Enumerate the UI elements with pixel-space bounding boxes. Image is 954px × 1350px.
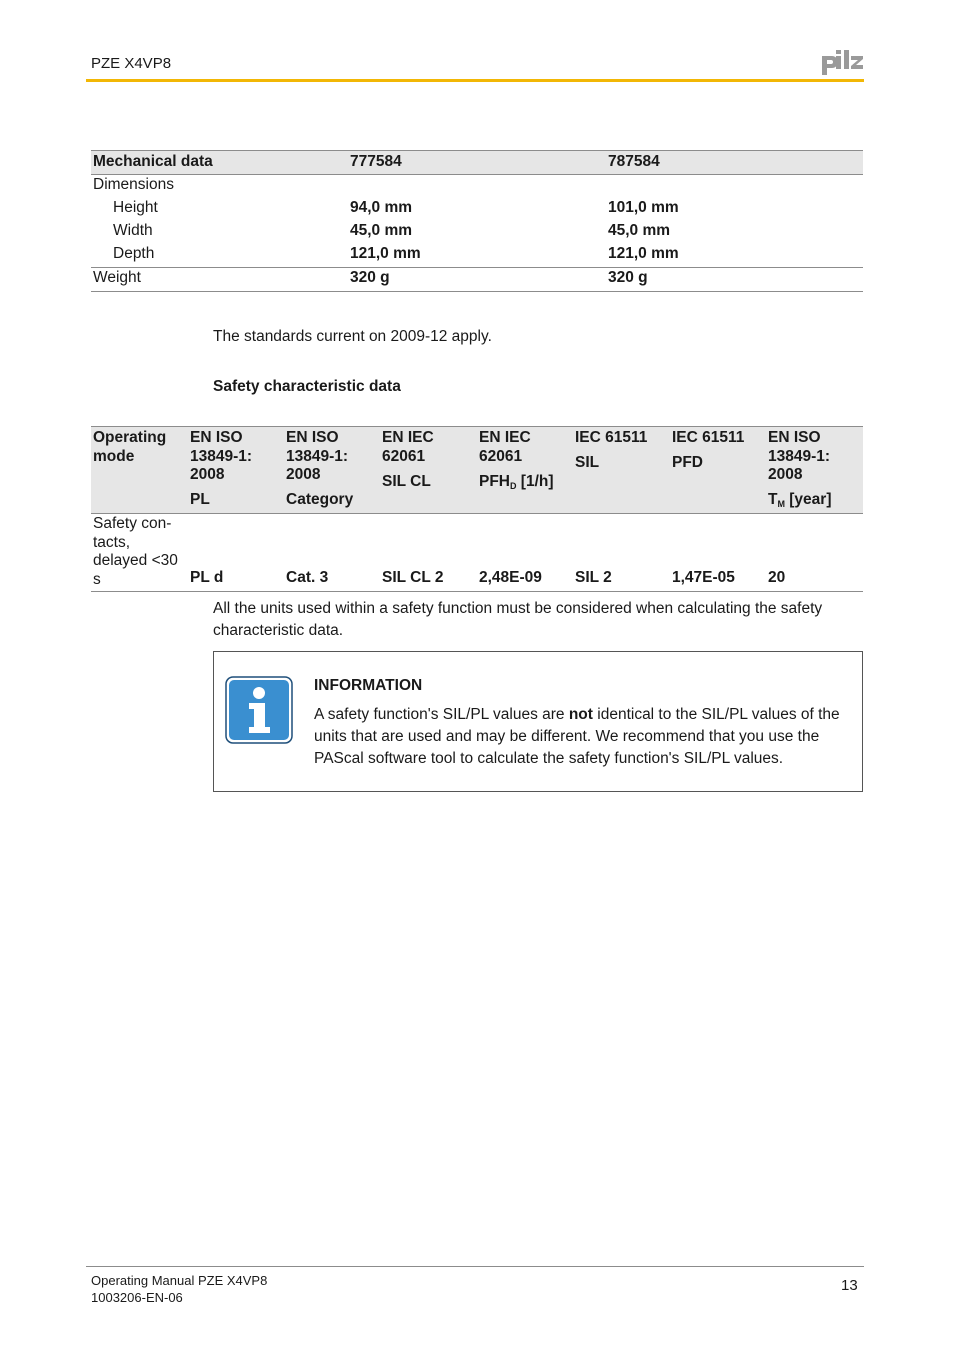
height-label: Height xyxy=(113,199,158,216)
header-pfd-sub: PFD xyxy=(672,454,703,471)
header-sil-cl-sub: SIL CL xyxy=(382,473,431,490)
table-row xyxy=(91,513,863,592)
category-value: Cat. 3 xyxy=(286,569,329,586)
info-title: INFORMATION xyxy=(314,677,423,694)
calculation-paragraph: All the units used within a safety function must be considered when calculating the safety characteristic data. xyxy=(213,600,823,639)
header-rule xyxy=(86,79,864,82)
sil-value: SIL 2 xyxy=(575,569,612,586)
weight-777584: 320 g xyxy=(350,269,390,286)
operating-mode-cell: Safety con- tacts, delayed <30 s xyxy=(93,515,178,588)
header-en-iec-sil-cl: EN IEC 62061 xyxy=(382,429,434,465)
footer-doc-number: 1003206-EN-06 xyxy=(91,1290,183,1305)
height-777584: 94,0 mm xyxy=(350,199,413,216)
width-label: Width xyxy=(113,222,153,239)
footer-rule xyxy=(86,1266,864,1267)
table-row xyxy=(91,268,863,292)
safety-data-title: Safety characteristic data xyxy=(213,378,401,395)
header-iec-61511-pfd: IEC 61511 xyxy=(672,429,745,446)
header-en-iec-pfhd: EN IEC 62061 xyxy=(479,429,531,465)
info-text: A safety function's SIL/PL values are not identical to the SIL/PL values of the units that are used and may be different. We recommend that you use the PAScal software tool to calculate the safety function's SIL/PL values. xyxy=(314,706,840,767)
width-787584: 45,0 mm xyxy=(608,222,671,239)
pfhd-value: 2,48E-09 xyxy=(479,569,542,586)
depth-label: Depth xyxy=(113,245,155,262)
weight-label: Weight xyxy=(93,269,141,286)
pl-value: PL d xyxy=(190,569,224,586)
footer-manual-title: Operating Manual PZE X4VP8 xyxy=(91,1273,268,1288)
header-operating-mode: Operating mode xyxy=(93,429,167,465)
dimensions-label: Dimensions xyxy=(93,176,174,193)
header-category-sub: Category xyxy=(286,491,354,508)
height-787584: 101,0 mm xyxy=(608,199,679,216)
pfd-value: 1,47E-05 xyxy=(672,569,735,586)
sil-cl-value: SIL CL 2 xyxy=(382,569,444,586)
header-787584: 787584 xyxy=(608,153,660,170)
header-pl-sub: PL xyxy=(190,491,210,508)
depth-787584: 121,0 mm xyxy=(608,245,679,262)
header-tm-sub: $T_M$ [year] xyxy=(768,491,832,509)
mechanical-table-header xyxy=(91,150,863,175)
header-pfhd-sub: $PFH_D$ [1/h] xyxy=(479,473,554,491)
table-row xyxy=(91,245,863,268)
tm-value: 20 xyxy=(768,569,786,586)
weight-787584: 320 g xyxy=(608,269,648,286)
pilz-logo xyxy=(820,50,864,81)
header-en-iso-tm: EN ISO 13849-1: 2008 xyxy=(768,429,831,483)
header-title: PZE X4VP8 xyxy=(91,55,172,72)
header-mechanical-data: Mechanical data xyxy=(93,153,213,170)
information-box xyxy=(213,651,863,792)
safety-table-header xyxy=(91,426,863,514)
header-en-iso-pl: EN ISO 13849-1: 2008 xyxy=(190,429,253,483)
depth-777584: 121,0 mm xyxy=(350,245,421,262)
header-en-iso-category: EN ISO 13849-1: 2008 xyxy=(286,429,349,483)
header-777584: 777584 xyxy=(350,153,402,170)
info-icon xyxy=(225,676,293,744)
header-sil-sub: SIL xyxy=(575,454,600,471)
page-number: 13 xyxy=(841,1277,858,1294)
width-777584: 45,0 mm xyxy=(350,222,413,239)
standards-note: The standards current on 2009-12 apply. xyxy=(213,328,492,345)
header-iec-61511-sil: IEC 61511 xyxy=(575,429,648,446)
